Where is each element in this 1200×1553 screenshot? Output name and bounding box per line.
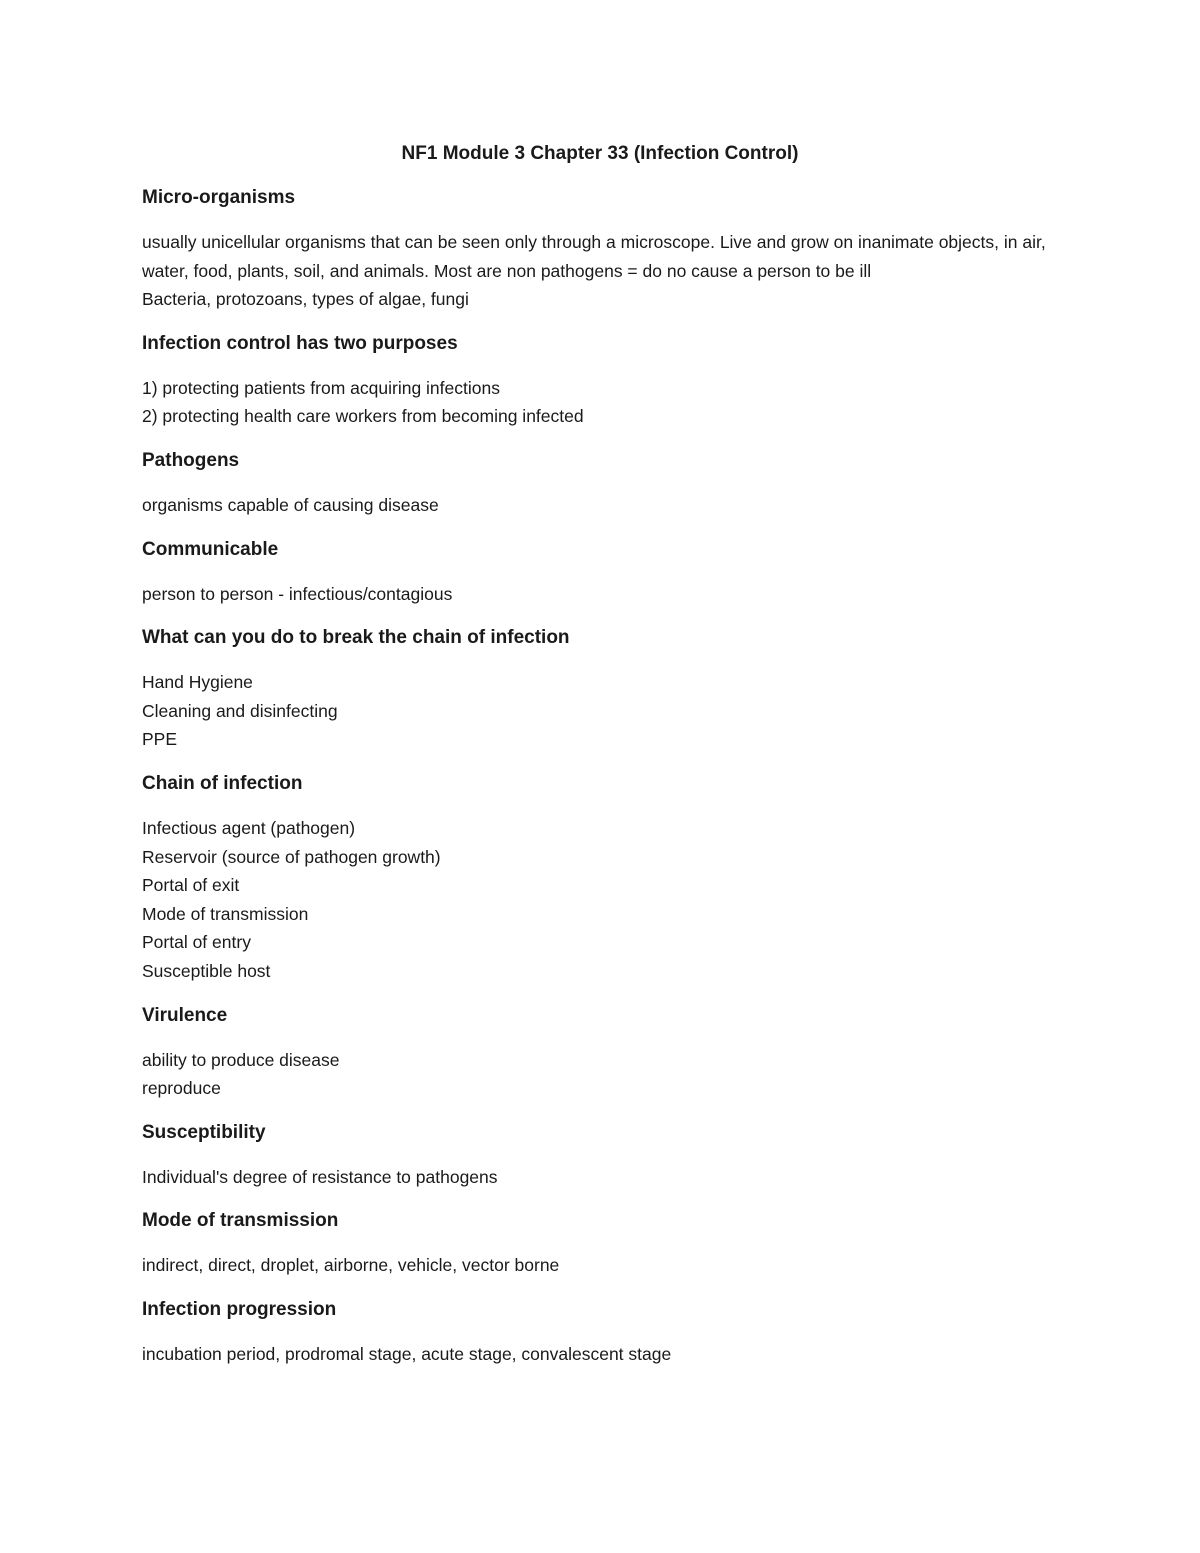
section-purposes — [142, 330, 1057, 431]
section-virulence — [142, 1002, 1057, 1103]
list-item: Susceptible host — [142, 960, 271, 981]
list-item: Reservoir (source of pathogen growth) — [142, 846, 441, 867]
section-heading: Pathogens — [142, 449, 240, 471]
paragraph-text: usually unicellular organisms that can be seen only through a microscope. Live and grow on inanimate objects, in air, water, food, plants, soil, and animals. Most are non pathogens = do no cause a person to be ill — [142, 232, 1046, 281]
section-text — [142, 228, 1057, 314]
list — [142, 374, 1057, 431]
section-heading: Infection control has two purposes — [142, 332, 458, 354]
paragraph-text: person to person - infectious/contagious — [142, 583, 453, 604]
section-heading: Chain of infection — [142, 772, 303, 794]
document-body — [142, 184, 1057, 1384]
list-item: Infectious agent (pathogen) — [142, 817, 356, 838]
section-communicable — [142, 536, 1057, 609]
section-pathogens — [142, 447, 1057, 520]
list — [142, 668, 1057, 754]
section-heading: Communicable — [142, 538, 279, 560]
list-item: reproduce — [142, 1078, 221, 1099]
list — [142, 1046, 1057, 1103]
section-infection-progression — [142, 1296, 1057, 1369]
list-item: Mode of transmission — [142, 903, 309, 924]
list-item: Portal of exit — [142, 875, 240, 896]
list-item: 1) protecting patients from acquiring infections — [142, 377, 500, 398]
section-heading: Micro-organisms — [142, 187, 296, 208]
section-mode-of-transmission — [142, 1207, 1057, 1280]
section-heading: What can you do to break the chain of infection — [142, 627, 570, 649]
paragraph-text: Bacteria, protozoans, types of algae, fungi — [142, 289, 469, 310]
paragraph-text: Individual's degree of resistance to pathogens — [142, 1166, 498, 1187]
section-chain-of-infection — [142, 770, 1057, 986]
list-item: ability to produce disease — [142, 1049, 340, 1070]
paragraph-text: indirect, direct, droplet, airborne, vehicle, vector borne — [142, 1255, 560, 1276]
list-item: Cleaning and disinfecting — [142, 700, 338, 721]
section-break-chain — [142, 624, 1057, 754]
section-heading: Infection progression — [142, 1298, 337, 1320]
list-item: Hand Hygiene — [142, 672, 253, 693]
section-heading: Susceptibility — [142, 1121, 266, 1143]
list — [142, 814, 1057, 986]
list-item: PPE — [142, 729, 178, 750]
section-heading: Mode of transmission — [142, 1210, 339, 1232]
list-item: 2) protecting health care workers from becoming infected — [142, 406, 584, 427]
section-susceptibility — [142, 1119, 1057, 1192]
section-microorganisms — [142, 184, 1057, 314]
list-item: Portal of entry — [142, 932, 251, 953]
paragraph-text: organisms capable of causing disease — [142, 494, 439, 515]
section-heading: Virulence — [142, 1004, 228, 1026]
document-title: NF1 Module 3 Chapter 33 (Infection Control) — [401, 143, 799, 164]
paragraph-text: incubation period, prodromal stage, acute stage, convalescent stage — [142, 1343, 672, 1364]
